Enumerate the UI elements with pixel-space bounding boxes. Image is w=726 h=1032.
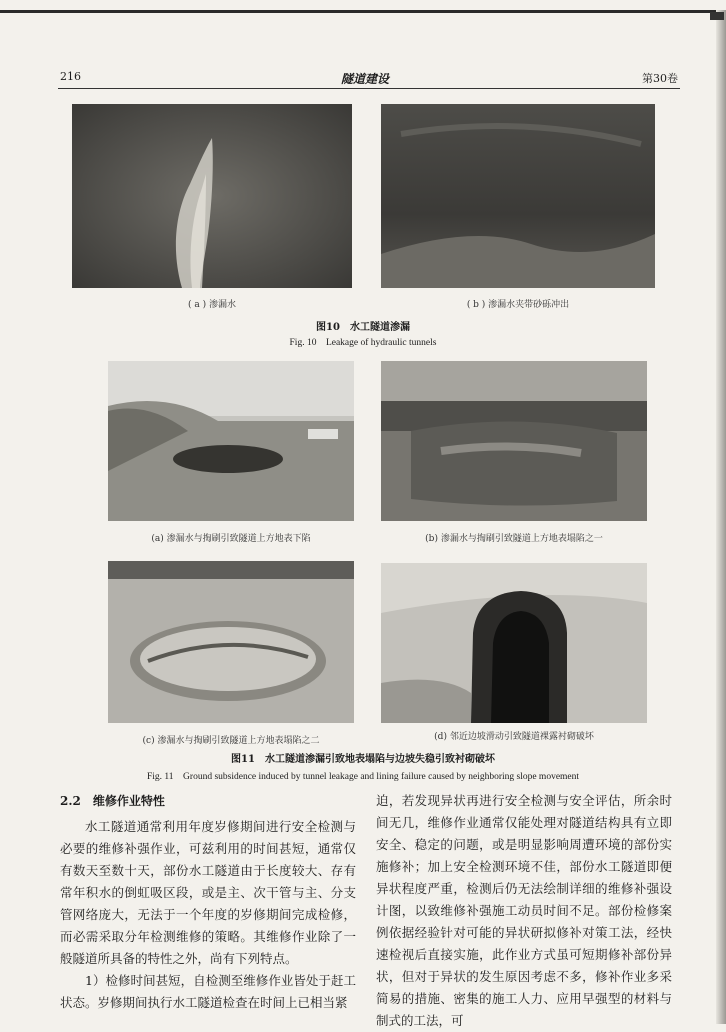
journal-name: 隧道建设 <box>340 72 389 86</box>
left-paragraph-1: 水工隧道通常利用年度岁修期间进行安全检测与必要的维修补强作业，可兹利用的时间甚短，通常仅有数天至数十天，部份水工隧道由于长度较大、存有常年积水的倒虹吸区段，或是主、次干管与主、分支管网络庞大，无法于一个年度的岁修期间完成检修，而必需采取分年检测维修的策略。其维修作业除了一般隧道所具备的特性之外，尚有下列特点。 <box>60 819 356 966</box>
scan-tick <box>710 12 724 20</box>
fig11a-photo <box>108 361 354 521</box>
left-column <box>60 790 356 1014</box>
header-rule <box>58 88 680 89</box>
fig10b-caption: ( b ) 渗漏水夹带砂砾冲出 <box>466 300 570 310</box>
right-column <box>376 790 672 1032</box>
fig10a-caption: ( a ) 渗漏水 <box>188 300 236 310</box>
fig10b-photo <box>381 104 655 288</box>
left-paragraph-2: 1）检修时间甚短，自检测至维修作业皆处于赶工状态。岁修期间执行水工隧道检查在时间上已相当紧 <box>60 973 356 1010</box>
page-number: 216 <box>60 70 81 83</box>
section-number: 2.2 <box>60 794 81 808</box>
volume-label: 第30卷 <box>642 72 678 85</box>
fig11c-caption: (c) 渗漏水与掏刷引致隧道上方地表塌陷之二 <box>142 736 320 746</box>
fig10a-photo <box>72 104 352 288</box>
section-title: 维修作业特性 <box>92 794 165 808</box>
fig10-title: 图10 水工隧道渗漏 <box>316 322 410 333</box>
scan-edge-right <box>716 10 726 1024</box>
fig11a-caption: (a) 渗漏水与掏刷引致隧道上方地表下陷 <box>151 534 311 544</box>
scan-edge-top <box>0 10 726 13</box>
fig11c-photo <box>108 561 354 723</box>
fig10-title-en: Fig. 10 Leakage of hydraulic tunnels <box>289 338 437 348</box>
fig11d-photo <box>381 563 647 723</box>
fig11d-caption: (d) 邻近边坡滑动引致隧道裸露衬砌破坏 <box>434 732 594 742</box>
section-heading <box>60 790 356 812</box>
fig11-title-en: Fig. 11 Ground subsidence induced by tunnel leakage and lining failure caused by neighboring slope movement <box>146 772 580 782</box>
fig11b-photo <box>381 361 647 521</box>
right-paragraph: 迫，若发现异状再进行安全检测与安全评估，所余时间无几，维修作业通常仅能处理对隧道结构具有立即安全、稳定的问题，或是明显影响周遭环境的部份实施修补；加上安全检测环境不佳，部份水工隧道即便异状程度严重，检测后仍无法绘制详细的维修补强设计图，以致维修补强施工动员时间不足。部份检修案例依据经验针对可能的异状研拟修补对策工法，经快速检视后直接实施，此作业方式虽可短期修补部份异状，但对于异状的发生原因考虑不多，修补作业多采简易的措施、密集的施工人力、应用早强型的材料与制式的工法，可 <box>376 793 672 1028</box>
fig11b-caption: (b) 渗漏水与掏刷引致隧道上方地表塌陷之一 <box>425 534 603 544</box>
fig11-title: 图11 水工隧道渗漏引致地表塌陷与边坡失稳引致衬砌破坏 <box>231 754 495 765</box>
